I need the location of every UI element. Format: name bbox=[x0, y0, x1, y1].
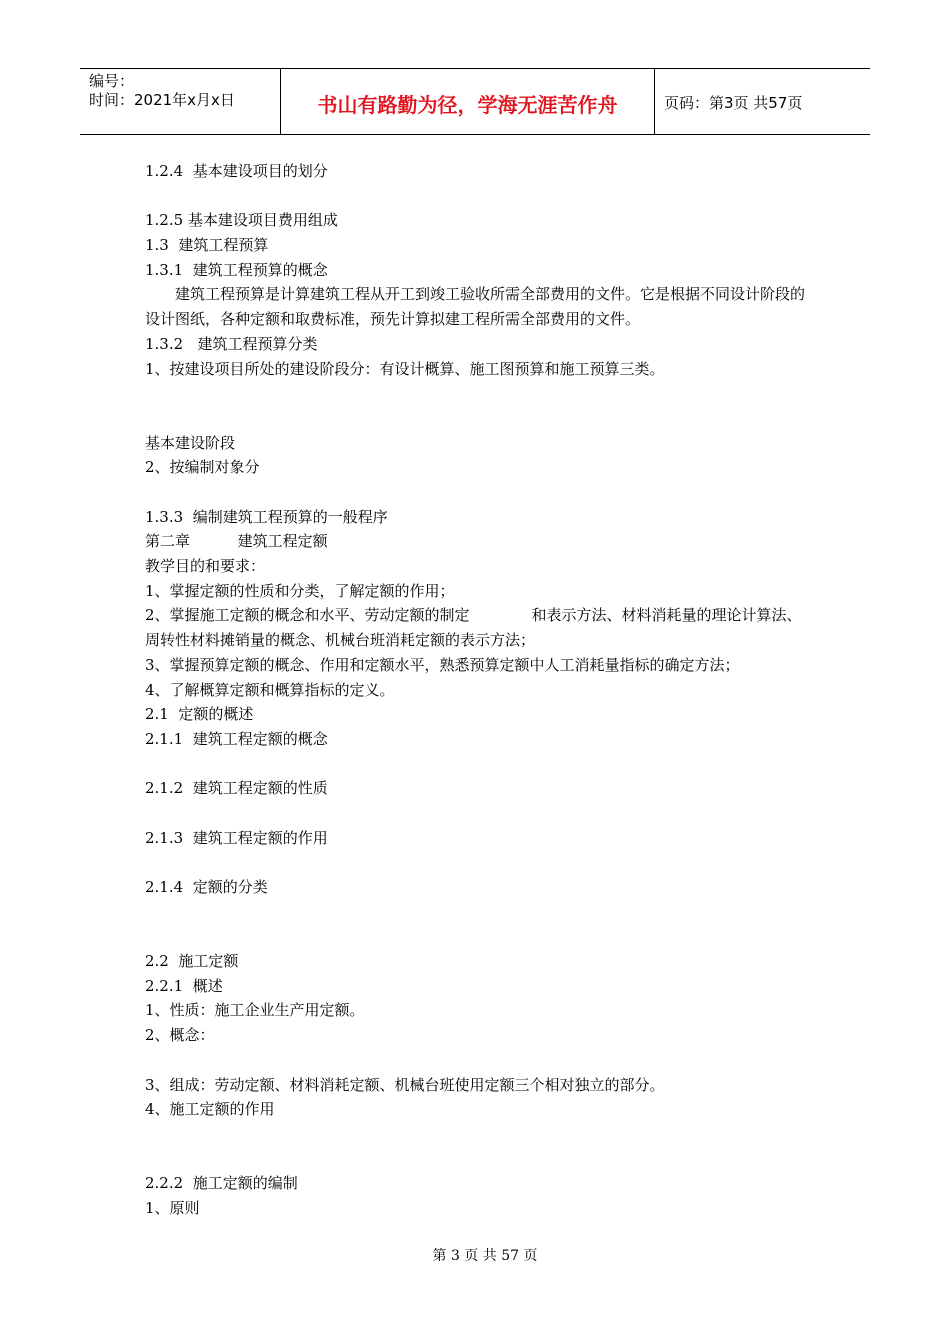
section-heading-2-1-1: 2.1.1 建筑工程定额的概念 bbox=[145, 729, 328, 748]
section-heading-1-3-2: 1.3.2 建筑工程预算分类 bbox=[145, 334, 318, 353]
section-heading-1-3: 1.3 建筑工程预算 bbox=[145, 236, 269, 255]
section-heading-2-2: 2.2 施工定额 bbox=[145, 952, 239, 971]
chapter-heading: 第二章 建筑工程定额 bbox=[145, 532, 328, 551]
list-item: 2、掌握施工定额的概念和水平、劳动定额的制定 和表示方法、材料消耗量的理论计算法、周转性材料摊销量的概念、机械台班消耗定额的表示方法； bbox=[145, 606, 802, 650]
section-heading-2-2-2: 2.2.2 施工定额的编制 bbox=[145, 1174, 298, 1193]
document-body bbox=[145, 159, 810, 1221]
text-line: 基本建设阶段 bbox=[145, 433, 236, 452]
document-number-label: 编号： bbox=[89, 72, 135, 90]
section-heading-1-3-3: 1.3.3 编制建筑工程预算的一般程序 bbox=[145, 507, 388, 526]
section-heading-2-1-4: 2.1.4 定额的分类 bbox=[145, 878, 268, 897]
page-header bbox=[80, 68, 870, 135]
list-item: 1、掌握定额的性质和分类，了解定额的作用； bbox=[145, 581, 455, 600]
list-item: 3、组成：劳动定额、材料消耗定额、机械台班使用定额三个相对独立的部分。 bbox=[145, 1075, 665, 1094]
list-item: 1、按建设项目所处的建设阶段分：有设计概算、施工图预算和施工预算三类。 bbox=[145, 359, 665, 378]
list-item: 2、按编制对象分 bbox=[145, 458, 260, 477]
section-heading-2-1-2: 2.1.2 建筑工程定额的性质 bbox=[145, 779, 328, 798]
header-motto: 书山有路勤为径，学海无涯苦作舟 bbox=[281, 69, 655, 134]
section-heading-2-2-1: 2.2.1 概述 bbox=[145, 976, 223, 995]
list-item: 3、掌握预算定额的概念、作用和定额水平，熟悉预算定额中人工消耗量指标的确定方法； bbox=[145, 655, 740, 674]
list-item: 1、性质：施工企业生产用定额。 bbox=[145, 1001, 365, 1020]
list-item: 4、了解概算定额和概算指标的定义。 bbox=[145, 680, 395, 699]
section-heading-1-3-1: 1.3.1 建筑工程预算的概念 bbox=[145, 260, 328, 279]
document-date: 时间：2021年x月x日 bbox=[89, 91, 235, 109]
list-item: 4、施工定额的作用 bbox=[145, 1100, 275, 1119]
section-heading-1-2-5: 1.2.5 基本建设项目费用组成 bbox=[145, 211, 338, 230]
section-heading-2-1-3: 2.1.3 建筑工程定额的作用 bbox=[145, 828, 328, 847]
header-meta bbox=[80, 69, 281, 134]
section-heading-1-2-4: 1.2.4 基本建设项目的划分 bbox=[145, 162, 328, 180]
header-page-info: 页码：第3页 共57页 bbox=[664, 94, 803, 112]
page-footer: 第 3 页 共 57 页 bbox=[432, 1248, 538, 1264]
text-line: 教学目的和要求： bbox=[145, 557, 266, 576]
body-paragraph: 建筑工程预算是计算建筑工程从开工到竣工验收所需全部费用的文件。它是根据不同设计阶段的设计图纸，各种定额和取费标准，预先计算拟建工程所需全部费用的文件。 bbox=[145, 285, 806, 329]
list-item: 1、原则 bbox=[145, 1198, 200, 1217]
list-item: 2、概念： bbox=[145, 1026, 215, 1045]
section-heading-2-1: 2.1 定额的概述 bbox=[145, 705, 254, 724]
